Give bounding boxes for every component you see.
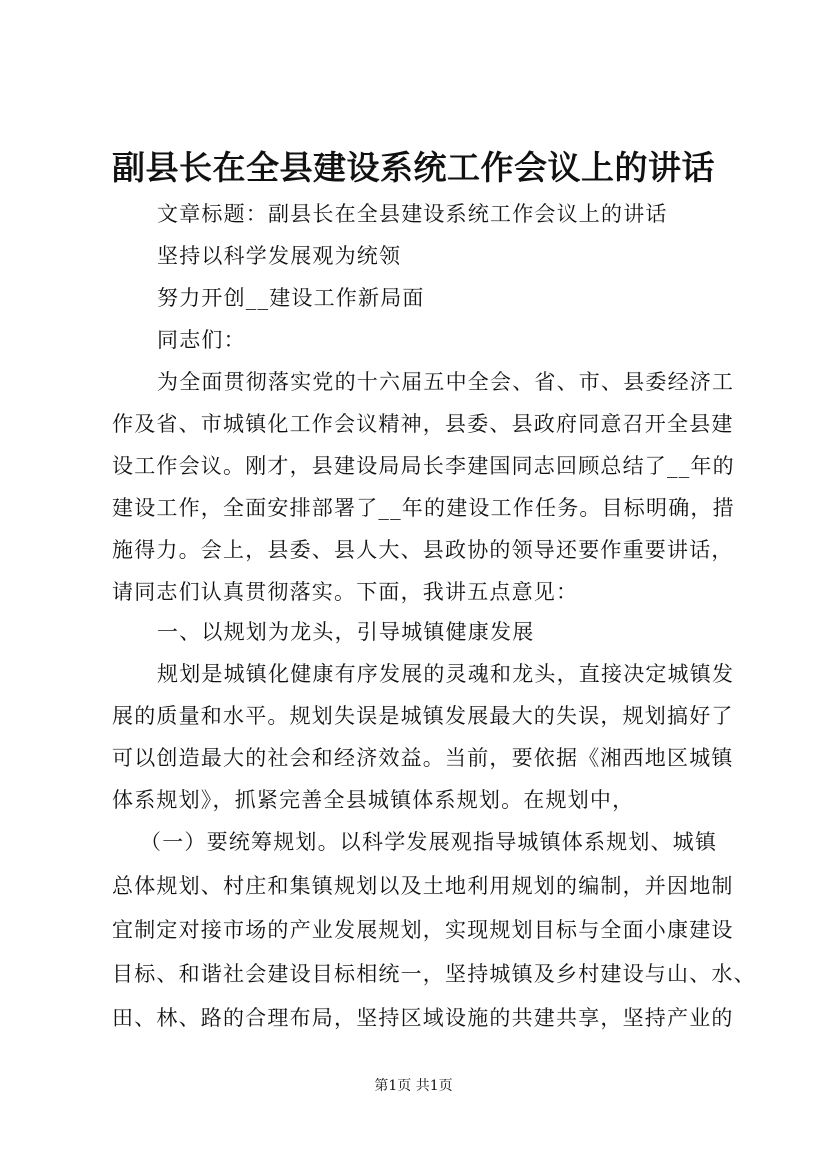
body-line: 施得力。会上，县委、县人大、县政协的领导还要作重要讲话， [112,538,734,562]
body-line: 体系规划》，抓紧完善全县城镇体系规划。在规划中， [112,788,635,812]
document-title: 副县长在全县建设系统工作会议上的讲话 [112,148,715,187]
body-line: 坚持以科学发展观为统领 [157,244,402,268]
body-line: 设工作会议。刚才，县建设局局长李建国同志回顾总结了__年的 [112,454,735,478]
body-line: （一）要统筹规划。以科学发展观指导城镇体系规划、城镇 [140,830,718,854]
body-line: 建设工作，全面安排部署了__年的建设工作任务。目标明确，措 [112,496,735,520]
section-heading: 一、以规划为龙头，引导城镇健康发展 [157,620,535,644]
body-line: 规划是城镇化健康有序发展的灵魂和龙头，直接决定城镇发 [157,662,735,686]
body-line: 总体规划、村庄和集镇规划以及土地利用规划的编制，并因地制 [112,874,734,898]
body-line: 目标、和谐社会建设目标相统一，坚持城镇及乡村建设与山、水、 [112,962,756,986]
body-line: 展的质量和水平。规划失误是城镇发展最大的失误，规划搞好了 [112,704,734,728]
body-line: 宜制定对接市场的产业发展规划，实现规划目标与全面小康建设 [112,918,734,942]
body-line: 努力开创__建设工作新局面 [157,286,425,310]
body-line: 文章标题：副县长在全县建设系统工作会议上的讲话 [157,202,668,226]
body-line: 可以创造最大的社会和经济效益。当前，要依据《湘西地区城镇 [112,746,734,770]
body-line: 田、林、路的合理布局，坚持区域设施的共建共享，坚持产业的 [112,1006,734,1030]
body-line: 同志们： [157,328,246,352]
body-line: 为全面贯彻落实党的十六届五中全会、省、市、县委经济工 [157,370,735,394]
body-line: 请同志们认真贯彻落实。下面，我讲五点意见： [112,580,579,604]
body-line: 作及省、市城镇化工作会议精神，县委、县政府同意召开全县建 [112,412,734,436]
page-number: 第1页 共1页 [374,1078,453,1094]
